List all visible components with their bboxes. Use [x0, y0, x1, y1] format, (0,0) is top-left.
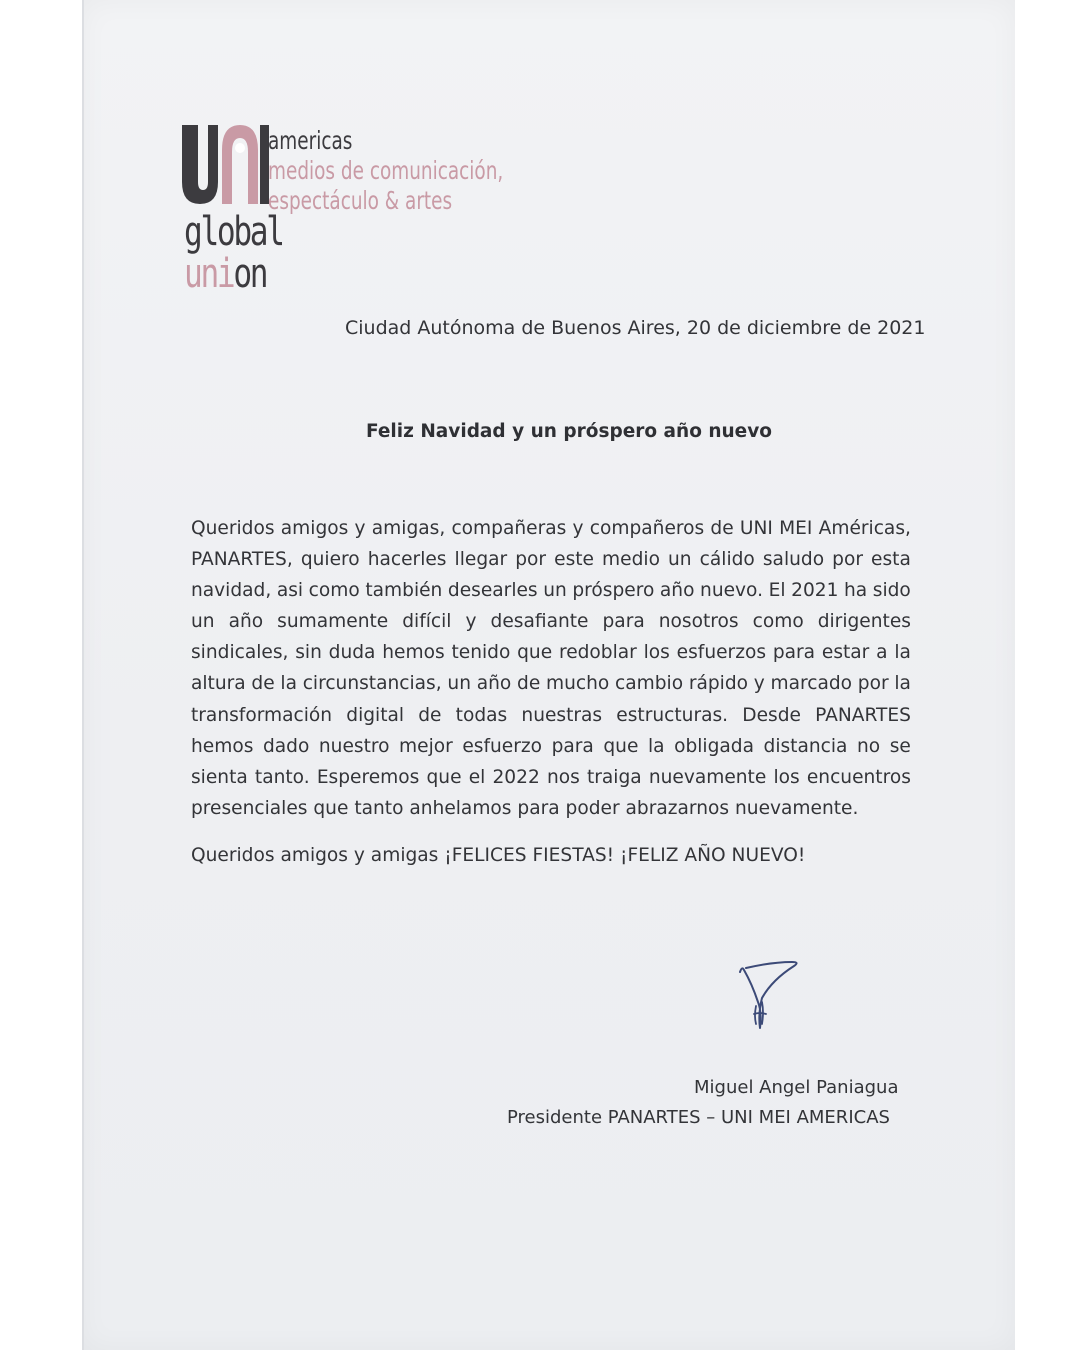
body-word: rápido: [688, 673, 749, 695]
letter-body-line: [191, 513, 911, 544]
body-word: estructuras.: [616, 704, 729, 726]
body-word: tanto.: [254, 766, 310, 788]
sheet-edge: [82, 0, 84, 1350]
letter-body-last-line: presenciales que tanto anhelamos para poder abrazarnos nuevamente.: [191, 797, 859, 819]
body-word: de: [418, 704, 442, 726]
body-word: esta: [871, 549, 911, 571]
body-word: sumamente: [277, 611, 389, 633]
body-word: mejor: [399, 735, 453, 757]
body-word: encuentros: [806, 766, 911, 788]
body-word: también: [365, 580, 443, 602]
body-word: la: [280, 673, 297, 695]
body-word: amigos: [280, 518, 349, 539]
logo-tagline: [268, 126, 503, 216]
letter-body-line: [191, 544, 911, 575]
body-word: hemos: [191, 735, 254, 757]
body-word: sindicales,: [191, 642, 289, 664]
body-word: amigas,: [371, 518, 446, 539]
body-word: y: [354, 518, 366, 539]
body-word: compañeros: [589, 518, 705, 539]
signer-title: Presidente PANARTES – UNI MEI AMERICAS: [507, 1107, 890, 1128]
body-word: hemos: [382, 642, 445, 664]
body-word: sin: [295, 642, 322, 664]
body-word: digital: [346, 704, 405, 726]
body-word: este: [554, 549, 594, 571]
body-word: año: [476, 673, 512, 695]
body-word: desafiante: [490, 611, 589, 633]
logo-union-dark: on: [233, 251, 267, 297]
logo-line-arts: espectáculo & artes: [268, 186, 453, 215]
logo-word-union: [184, 251, 267, 297]
letter-greeting-heading: Feliz Navidad y un próspero año nuevo: [366, 421, 772, 442]
body-word: y: [465, 611, 477, 633]
body-word: que: [426, 766, 462, 788]
body-word: dirigentes: [817, 611, 911, 633]
body-word: ha: [844, 580, 868, 602]
body-word: Desde: [742, 704, 801, 726]
body-word: por: [857, 673, 889, 695]
body-word: transformación: [191, 704, 333, 726]
letter-body-line: [191, 606, 911, 637]
body-word: estar: [821, 642, 870, 664]
body-word: un: [447, 673, 471, 695]
body-word: esfuerzo: [462, 735, 543, 757]
body-word: sienta: [191, 766, 248, 788]
body-word: duda: [328, 642, 376, 664]
body-word: compañeras: [451, 518, 567, 539]
body-word: nuestras: [521, 704, 603, 726]
body-word: cambio: [615, 673, 684, 695]
body-word: no: [856, 735, 881, 757]
handwritten-signature: [732, 958, 804, 1032]
body-word: próspero: [572, 580, 655, 602]
logo-union-pink: uni: [184, 251, 234, 297]
body-word: el: [468, 766, 486, 788]
body-word: nuevamente: [648, 766, 767, 788]
letter-body-line: [191, 762, 911, 793]
uni-global-union-logo: [180, 120, 520, 295]
body-word: obligada: [674, 735, 754, 757]
body-word: difícil: [402, 611, 452, 633]
body-word: nosotros: [658, 611, 739, 633]
body-word: tenido: [451, 642, 511, 664]
body-word: por: [515, 549, 547, 571]
signer-name: Miguel Angel Paniagua: [694, 1077, 899, 1098]
body-word: por: [832, 549, 863, 571]
letter-closing-line: Queridos amigos y amigas ¡FELICES FIESTAS! ¡FELIZ AÑO NUEVO!: [191, 845, 806, 866]
letter-date-line: Ciudad Autónoma de Buenos Aires, 20 de diciembre de 2021: [345, 317, 926, 339]
body-word: se: [889, 735, 911, 757]
body-word: asi: [276, 580, 304, 602]
body-word: que: [603, 735, 639, 757]
uni-logo-mark-icon: [180, 120, 270, 210]
body-word: UNI: [739, 518, 773, 539]
body-word: de: [710, 518, 734, 539]
body-word: la: [647, 735, 665, 757]
body-word: Queridos: [191, 518, 275, 539]
body-word: de: [251, 673, 275, 695]
body-word: 2021: [791, 580, 839, 602]
body-word: PANARTES,: [191, 549, 293, 571]
body-word: un: [543, 580, 567, 602]
body-word: los: [773, 766, 800, 788]
body-word: quiero: [300, 549, 360, 571]
body-word: la: [894, 673, 911, 695]
body-word: traiga: [586, 766, 642, 788]
body-word: para: [551, 735, 594, 757]
body-word: desearles: [447, 580, 538, 602]
logo-word-global: global: [184, 209, 283, 255]
letter-body-line: [191, 700, 911, 731]
body-word: redoblar: [558, 642, 637, 664]
body-word: que: [517, 642, 553, 664]
body-word: esfuerzos: [676, 642, 767, 664]
body-word: PANARTES: [815, 704, 911, 726]
body-word: y: [572, 518, 584, 539]
body-word: de: [517, 673, 541, 695]
body-word: todas: [455, 704, 508, 726]
body-word: distancia: [763, 735, 848, 757]
body-word: para: [772, 642, 816, 664]
logo-line-americas: americas: [268, 126, 353, 155]
body-word: nuestro: [318, 735, 390, 757]
body-word: hacerles: [367, 549, 447, 571]
body-word: como: [308, 580, 360, 602]
body-word: 2022: [492, 766, 540, 788]
body-word: como: [752, 611, 804, 633]
letter-body-paragraph: [191, 513, 911, 824]
body-word: para: [602, 611, 645, 633]
letter-body-line: [191, 668, 911, 699]
body-word: la: [894, 642, 911, 664]
body-word: navidad,: [191, 580, 272, 602]
body-word: mucho: [546, 673, 610, 695]
body-word: El: [768, 580, 786, 602]
letter-body-line: [191, 575, 911, 606]
body-word: Esperemos: [316, 766, 420, 788]
body-word: año: [228, 611, 264, 633]
body-word: medio: [602, 549, 660, 571]
body-word: un: [668, 549, 692, 571]
letter-body-line: [191, 731, 911, 762]
body-word: saludo: [762, 549, 825, 571]
body-word: cálido: [699, 549, 755, 571]
body-word: circunstancias,: [302, 673, 442, 695]
body-word: y: [753, 673, 765, 695]
body-word: Américas,: [818, 518, 911, 539]
body-word: nuevo.: [700, 580, 764, 602]
logo-line-media: medios de comunicación,: [268, 156, 504, 185]
body-word: dado: [262, 735, 310, 757]
body-word: llegar: [454, 549, 508, 571]
body-word: año: [659, 580, 695, 602]
body-word: altura: [191, 673, 246, 695]
body-word: marcado: [770, 673, 853, 695]
body-word: MEI: [779, 518, 813, 539]
body-word: un: [191, 611, 215, 633]
body-word: los: [643, 642, 670, 664]
letter-body-line: [191, 637, 911, 668]
body-word: sido: [872, 580, 911, 602]
body-word: nos: [546, 766, 580, 788]
body-word: a: [876, 642, 888, 664]
